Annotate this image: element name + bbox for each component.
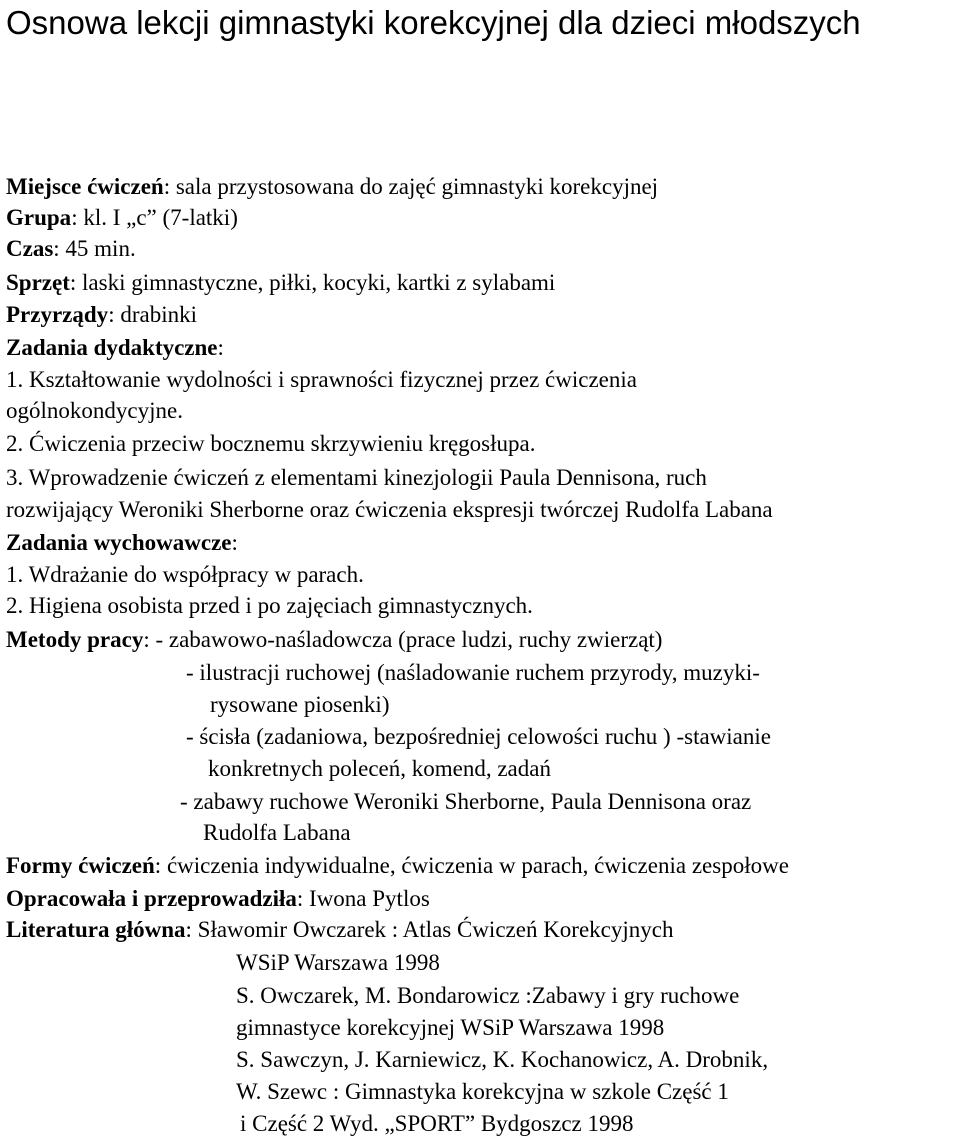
field-przyrzady bbox=[6, 301, 197, 329]
literatura-line: W. Szewc : Gimnastyka korekcyjna w szkole Część 1 bbox=[236, 1079, 729, 1104]
field-value: 45 min. bbox=[65, 236, 136, 261]
metody-first-line: - zabawowo-naśladowcza (prace ludzi, ruchy zwierząt) bbox=[155, 627, 663, 652]
field-value: laski gimnastyczne, piłki, kocyki, kartki z sylabami bbox=[82, 270, 556, 295]
literatura-line: i Część 2 Wyd. „SPORT” Bydgoszcz 1998 bbox=[240, 1111, 634, 1136]
literatura-first-line: Sławomir Owczarek : Atlas Ćwiczeń Korekcyjnych bbox=[197, 917, 674, 942]
field-label: Sprzęt bbox=[6, 270, 70, 295]
zadania-dydaktyczne-line: 1. Kształtowanie wydolności i sprawności fizycznej przez ćwiczenia bbox=[6, 367, 637, 392]
section-separator: : bbox=[143, 627, 156, 652]
field-separator: : bbox=[69, 270, 83, 295]
literatura-line: WSiP Warszawa 1998 bbox=[236, 950, 440, 975]
literatura-line: gimnastyce korekcyjnej WSiP Warszawa 1998 bbox=[236, 1015, 665, 1040]
formy-cwiczen bbox=[6, 852, 789, 880]
zadania-dydaktyczne-line: 2. Ćwiczenia przeciw bocznemu skrzywieniu kręgosłupa. bbox=[6, 431, 536, 456]
metody-line: - zabawy ruchowe Weroniki Sherborne, Paula Dennisona oraz bbox=[180, 789, 752, 814]
zadania-wychowawcze-line: 2. Higiena osobista przed i po zajęciach gimnastycznych. bbox=[6, 593, 533, 618]
field-value: drabinki bbox=[120, 302, 197, 327]
field-sprzet bbox=[6, 269, 555, 297]
zadania-wychowawcze-line: 1. Wdrażanie do współpracy w parach. bbox=[6, 562, 364, 587]
section-label: Literatura główna bbox=[6, 917, 186, 942]
section-value: ćwiczenia indywidualne, ćwiczenia w parach, ćwiczenia zespołowe bbox=[166, 853, 789, 878]
metody-line: - ścisła (zadaniowa, bezpośredniej celowości ruchu ) -stawianie bbox=[186, 724, 771, 749]
literatura-line: S. Owczarek, M. Bondarowicz :Zabawy i gry ruchowe bbox=[236, 983, 740, 1008]
field-label: Czas bbox=[6, 236, 54, 261]
section-separator: : bbox=[296, 886, 310, 911]
field-miejsce bbox=[6, 173, 658, 201]
zadania-dydaktyczne-line: ogólnokondycyjne. bbox=[6, 398, 183, 423]
field-separator: : bbox=[71, 205, 84, 230]
section-label: Metody pracy bbox=[6, 627, 144, 652]
section-label: Formy ćwiczeń bbox=[6, 853, 155, 878]
field-label: Grupa bbox=[6, 205, 72, 230]
page-title: Osnowa lekcji gimnastyki korekcyjnej dla dzieci młodszych bbox=[6, 4, 861, 41]
section-separator: : bbox=[185, 917, 198, 942]
field-czas bbox=[6, 235, 136, 263]
metody-line: - ilustracji ruchowej (naśladowanie ruchem przyrody, muzyki- bbox=[186, 660, 760, 685]
section-separator: : bbox=[231, 530, 238, 555]
field-value: kl. I „c” (7-latki) bbox=[83, 205, 238, 230]
literatura-glowna bbox=[6, 916, 673, 944]
section-separator: : bbox=[154, 853, 167, 878]
field-separator: : bbox=[108, 302, 121, 327]
field-label: Miejsce ćwiczeń bbox=[6, 174, 164, 199]
field-separator: : bbox=[163, 174, 176, 199]
section-label: Opracowała i przeprowadziła bbox=[6, 886, 297, 911]
metody-pracy bbox=[6, 626, 662, 654]
section-value: Iwona Pytlos bbox=[309, 886, 430, 911]
section-separator: : bbox=[217, 335, 224, 360]
zadania-dydaktyczne-heading bbox=[6, 334, 224, 362]
zadania-dydaktyczne-line: 3. Wprowadzenie ćwiczeń z elementami kinezjologii Paula Dennisona, ruch bbox=[6, 465, 707, 490]
metody-line: konkretnych poleceń, komend, zadań bbox=[208, 756, 551, 781]
field-grupa bbox=[6, 204, 238, 232]
literatura-line: S. Sawczyn, J. Karniewicz, K. Kochanowicz, A. Drobnik, bbox=[236, 1047, 769, 1072]
field-label: Przyrządy bbox=[6, 302, 109, 327]
opracowala bbox=[6, 885, 430, 913]
field-value: sala przystosowana do zajęć gimnastyki korekcyjnej bbox=[175, 174, 659, 199]
field-separator: : bbox=[53, 236, 66, 261]
zadania-wychowawcze-heading bbox=[6, 529, 238, 557]
section-label: Zadania dydaktyczne bbox=[6, 335, 218, 360]
section-label: Zadania wychowawcze bbox=[6, 530, 232, 555]
metody-line: rysowane piosenki) bbox=[210, 692, 390, 717]
zadania-dydaktyczne-line: rozwijający Weroniki Sherborne oraz ćwiczenia ekspresji twórczej Rudolfa Labana bbox=[6, 497, 773, 522]
metody-line: Rudolfa Labana bbox=[203, 820, 351, 845]
